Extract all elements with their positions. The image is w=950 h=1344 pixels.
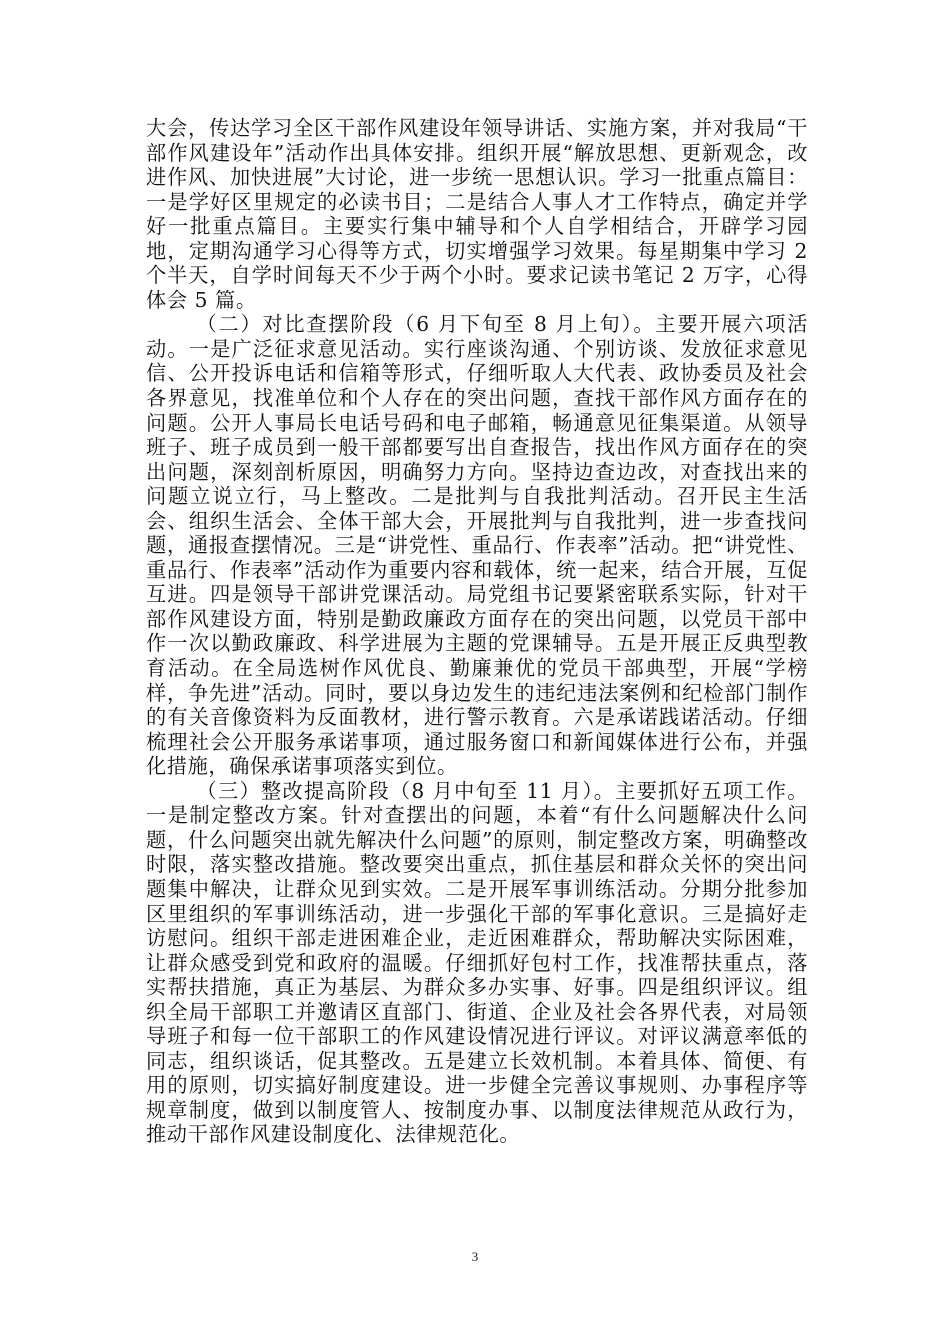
body-paragraph-continuation: 大会，传达学习全区干部作风建设年领导讲话、实施方案，并对我局“干部作风建设年”活动作出具体安排。组织开展“解放思想、更新观念，改进作风、加快进展”大讨论，进一步统一思想认识。学习一批重点篇目：一是学好区里规定的必读书目；二是结合人事人才工作特点，确定并学好一批重点篇目。主要实行集中辅导和个人自学相结合，开辟学习园地，定期沟通学习心得等方式，切实增强学习效果。每星期集中学习 2 个半天，自学时间每天不少于两个小时。要求记读书笔记 2 万字，心得体会 5 篇。 bbox=[146, 116, 808, 312]
page-number: 3 bbox=[471, 1249, 479, 1264]
body-paragraph-stage-two: （二）对比查摆阶段（6 月下旬至 8 月上旬）。主要开展六项活动。一是广泛征求意见活动。实行座谈沟通、个别访谈、发放征求意见信、公开投诉电话和信箱等形式，仔细听取人大代表、政协委员及社会各界意见，找准单位和个人存在的突出问题，查找干部作风方面存在的问题。公开人事局长电话号码和电子邮箱，畅通意见征集渠道。从领导班子、班子成员到一般干部都要写出自查报告，找出作风方面存在的突出问题，深刻剖析原因，明确努力方向。坚持边查边改，对查找出来的问题立说立行，马上整改。二是批判与自我批判活动。召开民主生活会、组织生活会、全体干部大会，开展批判与自我批判，进一步查找问题，通报查摆情况。三是“讲党性、重品行、作表率”活动。把“讲党性、重品行、作表率”活动作为重要内容和载体，统一起来，结合开展，互促互进。四是领导干部讲党课活动。局党组书记要紧密联系实际，针对干部作风建设方面，特别是勤政廉政方面存在的突出问题，以党员干部中作一次以勤政廉政、科学进展为主题的党课辅导。五是开展正反典型教育活动。在全局选树作风优良、勤廉兼优的党员干部典型，开展“学榜样，争先进”活动。同时，要以身边发生的违纪违法案例和纪检部门制作的有关音像资料为反面教材，进行警示教育。六是承诺践诺活动。仔细梳理社会公开服务承诺事项，通过服务窗口和新闻媒体进行公布，并强化措施，确保承诺事项落实到位。 bbox=[146, 312, 808, 779]
body-paragraph-stage-three: （三）整改提高阶段（8 月中旬至 11 月）。主要抓好五项工作。一是制定整改方案。针对查摆出的问题，本着“有什么问题解决什么问题，什么问题突出就先解决什么问题”的原则，制定整改方案，明确整改时限，落实整改措施。整改要突出重点，抓住基层和群众关怀的突出问题集中解决，让群众见到实效。二是开展军事训练活动。分期分批参加区里组织的军事训练活动，进一步强化干部的军事化意识。三是搞好走访慰问。组织干部走进困难企业，走近困难群众，帮助解决实际困难，让群众感受到党和政府的温暖。仔细抓好包村工作，找准帮扶重点，落实帮扶措施，真正为基层、为群众多办实事、好事。四是组织评议。组织全局干部职工并邀请区直部门、街道、企业及社会各界代表，对局领导班子和每一位干部职工的作风建设情况进行评议。对评议满意率低的同志，组织谈话，促其整改。五是建立长效机制。本着具体、简便、有用的原则，切实搞好制度建设。进一步健全完善议事规则、办事程序等规章制度，做到以制度管人、按制度办事、以制度法律规范从政行为，推动干部作风建设制度化、法律规范化。 bbox=[146, 778, 808, 1147]
document-body bbox=[146, 116, 808, 1147]
